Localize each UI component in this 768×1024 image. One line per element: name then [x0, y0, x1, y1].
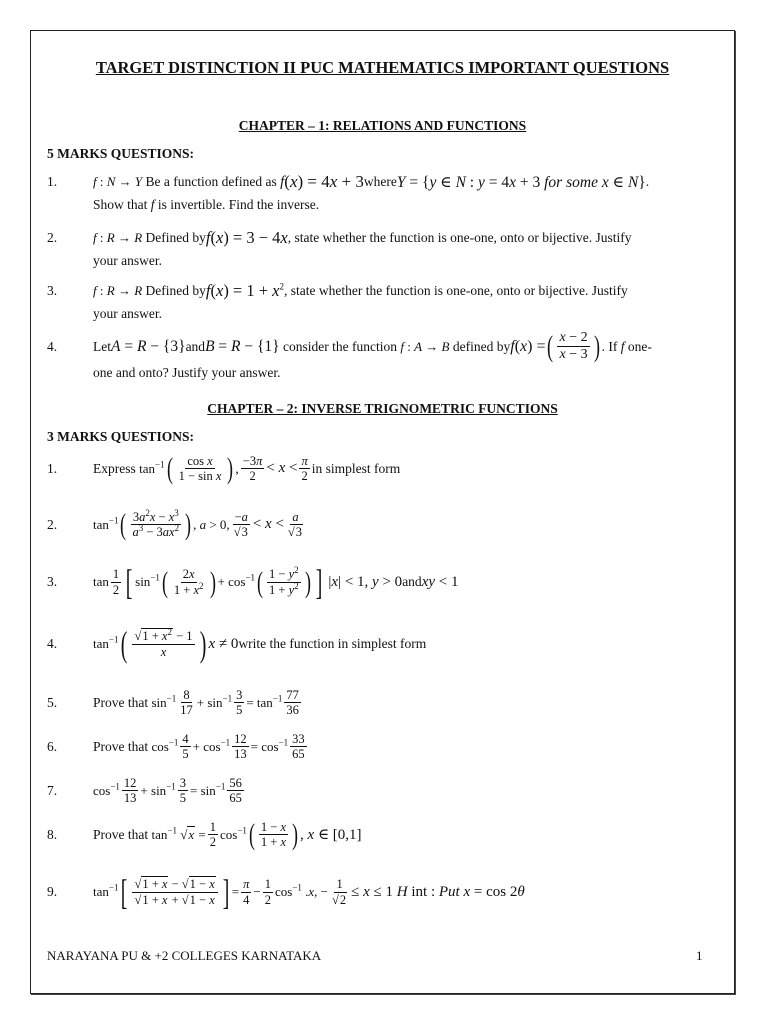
math-expression: $\frac{2x}{1 + x^2}$: [173, 567, 204, 597]
question-text: Show that: [93, 197, 148, 212]
question-number: 1.: [47, 460, 58, 476]
question-number: 8.: [47, 826, 58, 842]
ch2-question-1: 1. Express $\tan^{-1}$ ( $\frac{\text{cos x}}{\text{1 − sin x}}$ ) , $\frac{-3\pi}{2}$ < x < $\frac{\pi}{2}$ in simplest form: [47, 452, 401, 486]
chapter-2-marks-heading: 3 MARKS QUESTIONS:: [47, 429, 195, 444]
question-number: 3.: [47, 283, 58, 298]
math-expression: $f(x) = 1 + x^2$: [205, 281, 284, 300]
math-expression: $\frac{1 - y^2}{1 + y^2}$: [269, 565, 299, 597]
ch2-question-9: 9. $\tan^{-1}$ [ $\frac{√1 + x - √1 - x}{√1 + x + √1 - x}$ ] = $\frac{\pi}{4}$ − $\frac{1}{2}$ $\cos^{-1} .x$, − $\frac{1}{√2}$ ≤ x ≤ 1 H int : Put x = cos 2θ: [47, 872, 525, 912]
math-expression: $\frac{-a}{√3}$: [233, 510, 248, 540]
chapter-1-marks-heading: 5 MARKS QUESTIONS:: [47, 146, 195, 161]
math-expression: = $\tan^{-1}$: [246, 693, 283, 710]
math-expression: $\frac{3a^2x - x^3}{a^3 - 3ax^2}$: [132, 507, 180, 540]
math-expression: < x <: [266, 460, 298, 477]
math-expression: f: [150, 197, 155, 212]
math-expression: $\sin^{-1}$: [151, 693, 177, 710]
question-number: 6.: [47, 738, 58, 754]
math-expression: ): [593, 330, 600, 364]
question-text: , state whether the function is one-one, onto or bijective. Justify: [284, 283, 628, 298]
ch1-question-4: [47, 330, 719, 381]
question-text: and: [402, 574, 422, 590]
math-expression: f : R → R: [93, 230, 143, 245]
math-expression: + $\sin^{-1}$: [140, 781, 176, 798]
math-expression: = $\cos^{-1}$: [250, 737, 289, 754]
math-expression: < x <: [252, 516, 284, 533]
question-text: defined by: [452, 338, 511, 354]
math-expression: + $\cos^{-1}$: [192, 737, 231, 754]
math-expression: $\frac{1}{2}$: [112, 567, 120, 597]
question-text: , state whether the function is one-one, onto or bijective. Justify: [287, 230, 632, 245]
math-expression: $\frac{1}{√2}$: [332, 877, 347, 907]
question-number: 7.: [47, 782, 58, 798]
question-text: write the function in simplest form: [238, 636, 427, 652]
math-expression: $\tan^{-1}$: [93, 515, 119, 532]
question-text: and: [185, 338, 206, 354]
math-expression: f: [280, 173, 285, 190]
math-expression: x ≠ 0: [208, 635, 239, 652]
question-text: is invertible. Find the inverse.: [157, 197, 320, 212]
math-expression: $\tan^{-1}$: [93, 634, 119, 652]
question-text: Defined by: [145, 230, 206, 245]
question-text: Prove that: [93, 826, 149, 842]
math-expression: =: [231, 884, 240, 900]
ch2-question-4: 4. $\tan^{-1}$ ( $\frac{√1 + x^2 - 1}{x}$ ) x ≠ 0 write the function in simplest form: [47, 624, 427, 664]
ch2-question-8: 8. Prove that $\tan^{-1} √x$ = $\frac{1}{2}$ $\cos^{-1}$ ( $\frac{1 - x}{1 + x}$ ) , x ∈ [0,1]: [47, 818, 362, 852]
math-expression: + $\cos^{-1}$: [217, 572, 256, 590]
math-expression: $\frac{\pi}{4}$: [243, 877, 250, 907]
ch2-question-6: [47, 732, 719, 762]
math-expression: $\frac{1}{2}$: [209, 820, 216, 850]
math-expression: $\frac{a}{√3}$: [287, 510, 303, 540]
ch2-question-7: [47, 776, 719, 806]
math-expression: $\sin^{-1}$: [135, 572, 160, 590]
math-expression: $\tan^{-1}$: [93, 882, 119, 900]
question-text: Let: [93, 338, 111, 354]
math-expression: $\tan^{-1}$: [139, 459, 165, 476]
question-text: your answer.: [93, 306, 162, 321]
question-number: 4.: [47, 636, 58, 652]
question-number: 1.: [47, 174, 58, 189]
question-number: 3.: [47, 574, 58, 590]
question-text: .: [645, 174, 650, 189]
math-expression: f: [620, 338, 625, 354]
question-text: your answer.: [93, 253, 162, 268]
math-expression: |x| < 1, y > 0: [324, 573, 403, 590]
math-expression: , x ∈ [0,1]: [300, 827, 362, 844]
math-expression: f : N → Y: [93, 174, 143, 189]
math-expression: tan: [93, 574, 109, 590]
math-expression: $\tan^{-1} √x$ =: [151, 825, 206, 842]
math-expression: $\frac{x - 2}{x - 3}$: [559, 330, 588, 363]
question-text: Prove that: [93, 694, 149, 710]
math-expression: f(x) =: [510, 337, 546, 355]
chapter-1-heading: CHAPTER – 1: RELATIONS AND FUNCTIONS: [238, 118, 527, 133]
math-expression: $\frac{1}{2}$: [264, 877, 271, 907]
question-text: Defined by: [145, 283, 206, 298]
question-number: 2.: [47, 230, 58, 245]
footer-college-name: NARAYANA PU & +2 COLLEGES KARNATAKA: [47, 948, 322, 963]
math-expression: ,: [235, 460, 239, 476]
question-text: in simplest form: [311, 460, 401, 476]
math-expression: (: [547, 330, 554, 364]
ch2-question-3: 3. tan $\frac{1}{2}$ [ $\sin^{-1}$ ( $\frac{2x}{1 + x^2}$ ) + $\cos^{-1}$ ( $\frac{1 - y^2}{1 + y^2}$ ) ] |x| < 1, y > 0 and xy < 1: [47, 562, 459, 602]
math-expression: $\frac{-3\pi}{2}$: [242, 454, 263, 484]
math-expression: $\frac{1 - x}{1 + x}$: [260, 820, 287, 850]
question-text: Express: [93, 460, 136, 476]
ch1-question-2: [47, 228, 719, 269]
math-expression: f : A → B: [400, 338, 450, 354]
question-text: Prove that: [93, 738, 149, 754]
math-expression: $\frac{\pi}{2}$: [301, 454, 308, 484]
math-expression: f(x) = 3 − 4x: [205, 228, 288, 247]
math-expression: $\frac{3}{5}$: [179, 776, 187, 806]
math-expression: $\cos^{-1}$: [219, 825, 247, 842]
question-text: consider the function: [283, 338, 397, 354]
math-expression: xy < 1: [421, 573, 459, 590]
question-number: 2.: [47, 516, 58, 532]
question-text: . If: [601, 338, 618, 354]
math-expression: −: [253, 884, 261, 900]
ch1-question-3: [47, 281, 719, 322]
math-expression: = $\sin^{-1}$: [190, 781, 226, 798]
math-expression: $\cos^{-1}$: [151, 737, 179, 754]
math-expression: Y = {y ∈ N : y = 4x + 3 for some x ∈ N}: [396, 173, 646, 191]
math-expression: , a > 0,: [193, 516, 230, 532]
question-text: one-: [627, 338, 652, 354]
ch1-question-1: [47, 172, 719, 213]
math-expression: $\frac{\text{cos x}}{\text{1 − sin x}}$: [178, 454, 222, 484]
math-expression: $\frac{77}{36}$: [286, 688, 299, 718]
footer-page-number: 1: [696, 948, 703, 963]
math-expression: $\cos^{-1} .x$, −: [274, 882, 329, 900]
math-expression: $\frac{56}{65}$: [229, 776, 242, 806]
math-expression: A = R − {3}: [111, 337, 186, 355]
question-text: one and onto? Justify your answer.: [93, 365, 281, 381]
question-text: where: [363, 174, 397, 189]
math-expression: $\frac{√1 + x - √1 - x}{√1 + x + √1 - x}$: [132, 877, 217, 907]
math-expression: $\frac{3}{5}$: [236, 688, 243, 718]
question-text: Be a function defined as: [145, 174, 277, 189]
chapter-2-heading: CHAPTER – 2: INVERSE TRIGNOMETRIC FUNCTIONS: [207, 401, 558, 416]
math-expression: $\frac{8}{17}$: [180, 688, 193, 718]
question-number: 4.: [47, 338, 58, 354]
question-number: 5.: [47, 694, 58, 710]
math-expression: $\frac{√1 + x^2 - 1}{x}$: [134, 627, 193, 659]
math-expression: $\frac{12}{13}$: [234, 732, 247, 762]
math-expression: $\frac{12}{13}$: [123, 776, 137, 806]
document-title: TARGET DISTINCTION II PUC MATHEMATICS IMPORTANT QUESTIONS: [95, 58, 670, 77]
math-expression: $\cos^{-1}$: [93, 781, 120, 798]
math-expression: f : R → R: [93, 283, 143, 298]
math-expression: (x) = 4x + 3: [284, 172, 364, 191]
math-expression: + $\sin^{-1}$: [196, 693, 233, 710]
ch2-question-2: 2. $\tan^{-1}$ ( $\frac{3a^2x - x^3}{a^3 - 3ax^2}$ ) , a > 0, $\frac{-a}{√3}$ < x < $\frac{a}{√3}$: [47, 510, 719, 540]
question-number: 9.: [47, 884, 58, 900]
ch2-question-5: [47, 688, 719, 718]
math-expression: ≤ x ≤ 1 H int : Put x = cos 2θ: [351, 883, 525, 900]
math-expression: $\frac{4}{5}$: [182, 732, 189, 762]
math-expression: $\frac{33}{65}$: [292, 732, 305, 762]
math-expression: B = R − {1}: [205, 337, 280, 355]
